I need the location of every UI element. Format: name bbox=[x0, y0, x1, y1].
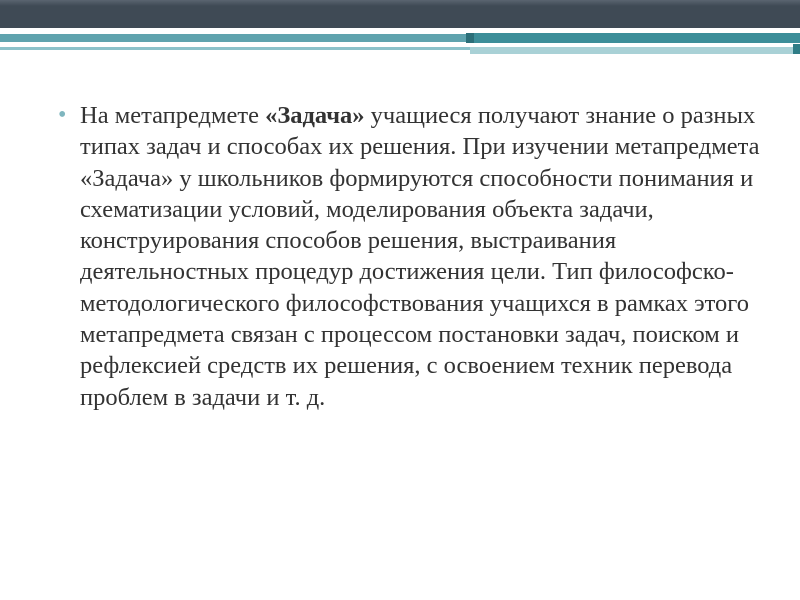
accent-band-left bbox=[0, 34, 470, 42]
header-bar bbox=[0, 0, 800, 28]
paragraph-intro: На метапредмете bbox=[80, 102, 266, 129]
paragraph-bold-term: «Задача» bbox=[265, 102, 365, 129]
accent-band-divider bbox=[466, 33, 474, 43]
bullet-paragraph bbox=[58, 100, 763, 413]
header-bar-shine bbox=[0, 0, 800, 6]
paragraph-body: учащиеся получают знание о разных типах задач и способах их решения. При изучении метапредмета «Задача» у школьников формируются способности понимания и схематизации условий, моделирования объекта задачи, конструирования способов решения, выстраивания деятельностных процедур достижения цели. Тип философско-методологического философствования учащихся в рамках этого метапредмета связан с процессом постановки задач, поиском и рефлексией средств их решения, с освоением техник перевода проблем в задачи и т. д. bbox=[80, 102, 760, 411]
slide-body bbox=[58, 100, 763, 413]
accent-band-right bbox=[470, 33, 800, 43]
bullet-icon: • bbox=[58, 102, 67, 128]
accent-underline-right bbox=[470, 47, 800, 54]
accent-side-tab bbox=[793, 44, 800, 54]
